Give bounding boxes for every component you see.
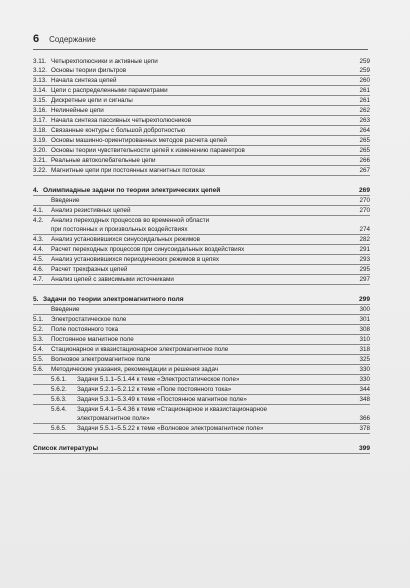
toc-entry-row (33, 206, 370, 216)
entry-title: Реальные автоколебательные цепи (51, 157, 156, 164)
toc-entry-row (33, 375, 370, 385)
entry-page-number: 301 (359, 316, 370, 323)
entry-page-number: 265 (359, 147, 370, 154)
entry-title: Анализ установившихся синусоидальных режимов (51, 236, 201, 243)
toc-entry-row (33, 265, 370, 275)
entry-page-number: 310 (359, 336, 370, 343)
entry-title: Задачи 5.4.1–5.4.36 к теме «Стационарное и квазистационарное (77, 406, 267, 413)
entry-number: 3.14. (33, 87, 48, 94)
entry-number: 4.5. (33, 256, 44, 263)
entry-title: Анализ установившихся периодических режимов в цепях (51, 256, 219, 263)
entry-title: при постоянных и произвольных воздействиях (51, 226, 188, 233)
entry-title: Дискретные цепи и сигналы (51, 97, 133, 104)
entry-title: Поле постоянного тока (51, 326, 119, 333)
entry-page-number: 325 (359, 356, 370, 363)
toc-entry-row (33, 166, 370, 176)
entry-title: электромагнитное поле» (77, 415, 150, 422)
entry-page-number: 269 (358, 187, 370, 194)
toc-entry-row (33, 355, 370, 365)
entry-title: Основы теории чувствительности цепей к изменению параметров (51, 147, 245, 154)
entry-page-number: 318 (359, 346, 370, 353)
entry-title: Цепи с распределенными параметрами (51, 87, 168, 94)
entry-page-number: 399 (358, 445, 370, 452)
toc-entry-row (33, 235, 370, 245)
entry-number: 3.20. (33, 147, 48, 154)
entry-title: Магнитные цепи при постоянных магнитных потоках (51, 167, 205, 174)
entry-number: 5.6.4. (51, 406, 67, 413)
toc-entry-row (33, 116, 370, 126)
entry-page-number: 344 (359, 386, 370, 393)
entry-page-number: 308 (359, 326, 370, 333)
entry-number: 3.11. (33, 58, 47, 65)
toc-entry-row (33, 146, 370, 156)
entry-number: 3.21. (33, 157, 48, 164)
entry-number: 4.4. (33, 246, 44, 253)
toc-entry-row (33, 424, 370, 434)
toc-entry-row (33, 156, 370, 166)
bibliography-block (33, 444, 370, 454)
entry-number: 4. (33, 187, 39, 194)
entry-title: Основы теории фильтров (51, 67, 127, 74)
entry-title: Волновое электромагнитное поле (51, 356, 151, 363)
toc-entry-row (33, 96, 370, 106)
entry-number: 4.2. (33, 217, 44, 224)
entry-number: 5.6.2. (51, 386, 67, 393)
entry-number: 5.4. (33, 346, 44, 353)
entry-number: 4.7. (33, 276, 44, 283)
entry-number: 4.3. (33, 236, 44, 243)
entry-title: Анализ резистивных цепей (51, 207, 131, 214)
toc-entry-row (33, 405, 370, 414)
entry-page-number: 270 (359, 207, 370, 214)
toc-entry-row (33, 66, 370, 76)
entry-number: 5.3. (33, 336, 44, 343)
entry-title: Постоянное магнитное поле (51, 336, 134, 343)
toc-entry-row (33, 86, 370, 96)
page-title: Содержание (49, 35, 96, 44)
toc-entry-row (33, 196, 370, 206)
toc-entry-row (33, 345, 370, 355)
entry-number: 3.17. (33, 117, 48, 124)
entry-number: 5.6. (33, 366, 44, 373)
entry-number: 3.13. (33, 77, 48, 84)
entry-page-number: 262 (359, 107, 370, 114)
chapter-3-entries (33, 57, 370, 176)
entry-page-number: 300 (359, 306, 370, 313)
entry-number: 5. (33, 296, 39, 303)
entry-title: Расчет переходных процессов при синусоидальных воздействиях (51, 246, 245, 253)
entry-page-number: 282 (359, 236, 370, 243)
toc-entry-row (33, 275, 370, 285)
toc-entry-row (33, 57, 370, 66)
toc-entry-row (33, 305, 370, 315)
toc-entry-row (33, 365, 370, 375)
entry-title: Введение (51, 197, 80, 204)
entry-page-number: 348 (359, 396, 370, 403)
entry-title: Связанные контуры с большой добротностью (51, 127, 186, 134)
entry-title: Стационарное и квазистационарное электромагнитное поле (51, 346, 229, 353)
entry-number: 3.16. (33, 107, 48, 114)
toc-entry-row (33, 106, 370, 116)
entry-title: Анализ цепей с зависимыми источниками (51, 276, 174, 283)
toc-entry-row (33, 414, 370, 424)
entry-page-number: 259 (359, 67, 370, 74)
entry-title: Анализ переходных процессов во временной области (51, 217, 210, 224)
entry-title: Задачи 5.3.1–5.3.49 к теме «Постоянное магнитное поле» (77, 396, 247, 403)
entry-number: 5.6.1. (51, 376, 67, 383)
entry-page-number: 261 (359, 87, 370, 94)
page-number: 6 (33, 33, 40, 45)
entry-title: Нелинейные цепи (51, 107, 104, 114)
table-of-contents (33, 57, 370, 454)
entry-page-number: 366 (359, 415, 370, 422)
entry-number: 3.19. (33, 137, 48, 144)
entry-title: Задачи 5.5.1–5.5.22 к теме «Волновое электромагнитное поле» (77, 425, 264, 432)
entry-title: Олимпиадные задачи по теории электрических цепей (43, 187, 221, 194)
toc-entry-row (33, 225, 370, 235)
toc-entry-row (33, 76, 370, 86)
entry-number: 5.6.3. (51, 396, 67, 403)
chapter-5-block (33, 295, 370, 434)
entry-page-number: 267 (359, 167, 370, 174)
entry-page-number: 299 (358, 296, 370, 303)
entry-page-number: 265 (359, 137, 370, 144)
entry-number: 4.6. (33, 266, 44, 273)
entry-number: 3.22. (33, 167, 48, 174)
entry-page-number: 330 (359, 376, 370, 383)
entry-title: Список литературы (33, 445, 99, 452)
entry-page-number: 266 (359, 157, 370, 164)
toc-entry-row (33, 385, 370, 395)
entry-page-number: 378 (359, 425, 370, 432)
chapter-4-block (33, 186, 370, 285)
entry-page-number: 270 (359, 197, 370, 204)
toc-entry-row (33, 216, 370, 225)
entry-title: Электростатическое поле (51, 316, 127, 323)
entry-page-number: 263 (359, 117, 370, 124)
entry-number: 4.1. (33, 207, 44, 214)
header-rule (33, 49, 368, 50)
entry-number: 5.5. (33, 356, 44, 363)
toc-entry-row (33, 315, 370, 325)
entry-page-number: 261 (359, 97, 370, 104)
entry-page-number: 260 (359, 77, 370, 84)
entry-title: Методические указания, рекомендации и решения задач (51, 366, 219, 373)
entry-page-number: 330 (359, 366, 370, 373)
toc-chapter-row (33, 444, 370, 454)
toc-entry-row (33, 245, 370, 255)
entry-page-number: 291 (359, 246, 370, 253)
toc-entry-row (33, 126, 370, 136)
toc-entry-row (33, 136, 370, 146)
entry-page-number: 293 (359, 256, 370, 263)
entry-title: Основы машинно-ориентированных методов расчета цепей (51, 137, 227, 144)
entry-title: Начала синтеза пассивных четырехполюсников (51, 117, 192, 124)
entry-number: 3.15. (33, 97, 48, 104)
entry-title: Введение (51, 306, 80, 313)
entry-title: Четырехполюсники и активные цепи (51, 58, 158, 65)
entry-number: 5.2. (33, 326, 44, 333)
toc-chapter-row (33, 186, 370, 196)
toc-entry-row (33, 325, 370, 335)
entry-title: Задачи 5.2.1–5.2.12 к теме «Поле постоянного тока» (77, 386, 232, 393)
entry-title: Задачи 5.1.1–5.1.44 к теме «Электростатическое поле» (77, 376, 240, 383)
entry-page-number: 274 (359, 226, 370, 233)
toc-chapter-row (33, 295, 370, 305)
entry-page-number: 297 (359, 276, 370, 283)
entry-number: 5.1. (33, 316, 44, 323)
entry-number: 3.18. (33, 127, 48, 134)
entry-number: 5.6.5. (51, 425, 67, 432)
entry-page-number: 259 (359, 58, 370, 65)
toc-entry-row (33, 395, 370, 405)
entry-page-number: 264 (359, 127, 370, 134)
entry-title: Задачи по теории электромагнитного поля (43, 296, 184, 303)
entry-number: 3.12. (33, 67, 48, 74)
entry-page-number: 295 (359, 266, 370, 273)
toc-entry-row (33, 335, 370, 345)
entry-title: Расчет трехфазных цепей (51, 266, 128, 273)
page-header (33, 33, 96, 45)
toc-entry-row (33, 255, 370, 265)
entry-title: Начала синтеза цепей (51, 77, 117, 84)
